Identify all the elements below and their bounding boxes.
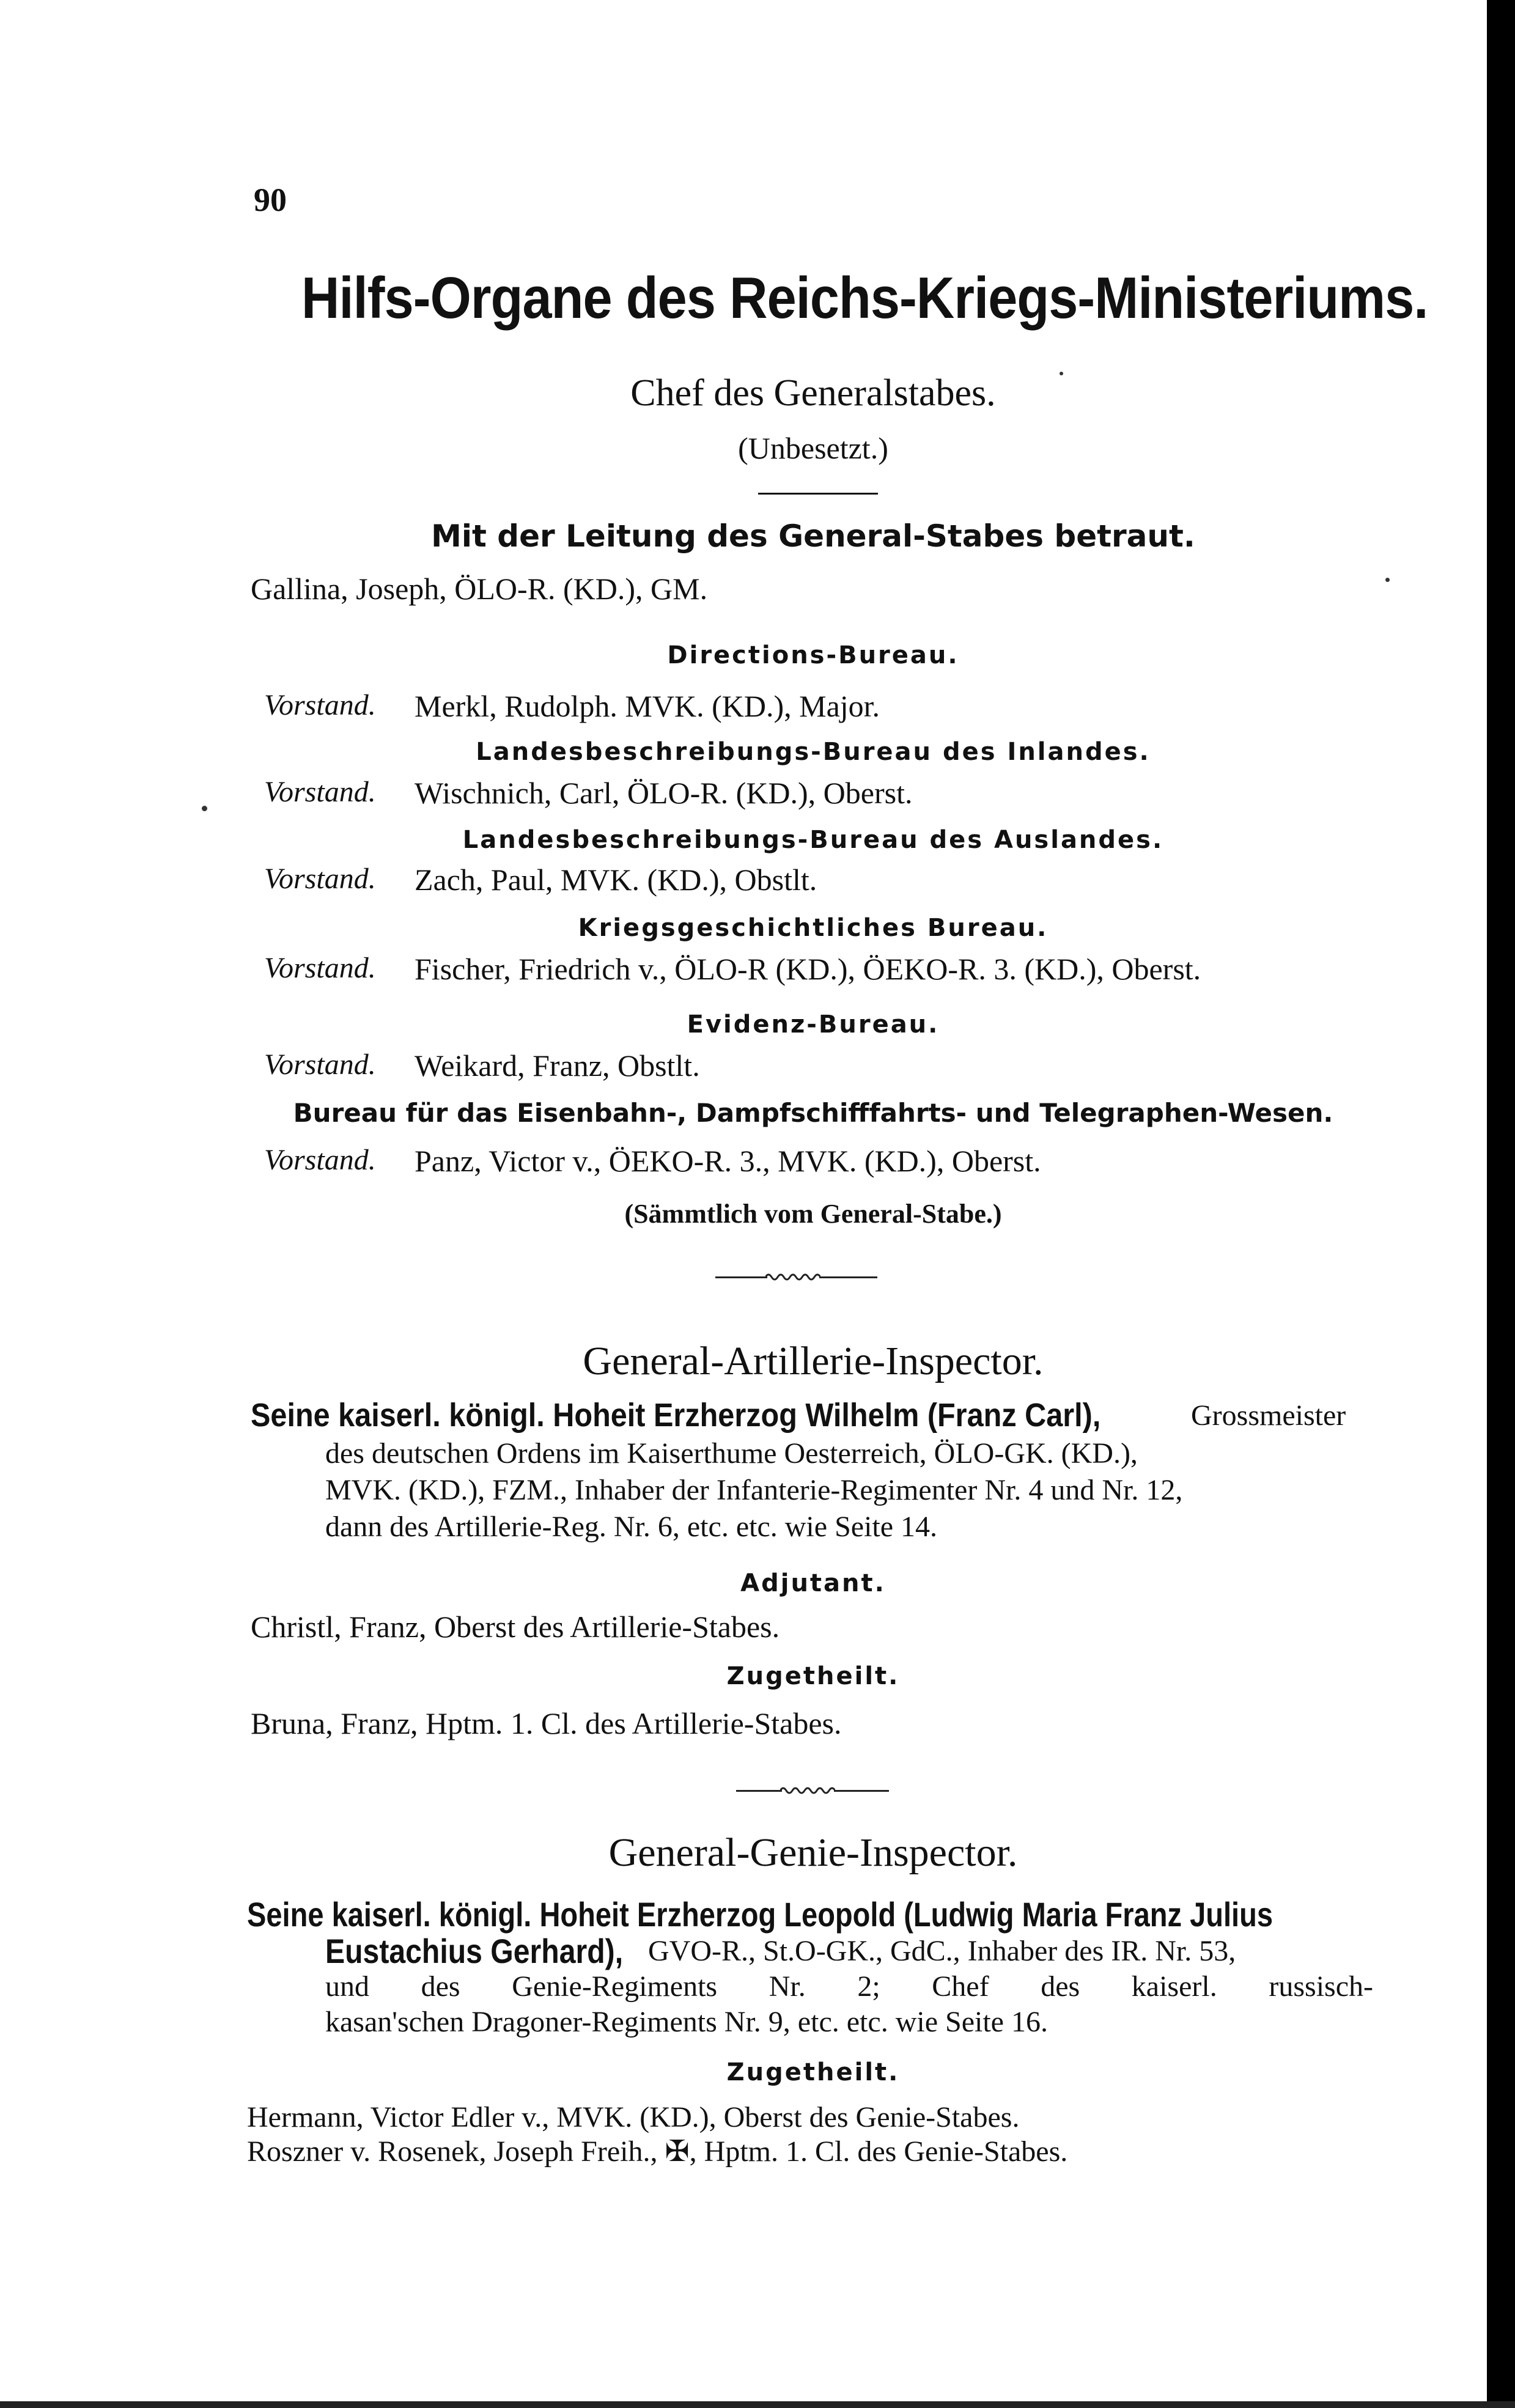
adjutant-heading: Adjutant. [740,1569,886,1597]
bureau-name: Landesbeschreibungs-Bureau des Inlandes. [476,738,1151,766]
artillery-inspector-line: MVK. (KD.), FZM., Inhaber der Infanterie-Regimenter Nr. 4 und Nr. 12, [325,1474,1183,1506]
genie-inspector-name: Seine kaiserl. königl. Hoheit Erzherzog Leopold (Ludwig Maria Franz Julius [247,1895,1274,1934]
bureau-name: Kriegsgeschichtliches Bureau. [578,914,1049,942]
artillery-inspector-name: Seine kaiserl. königl. Hoheit Erzherzog Wilhelm (Franz Carl), [251,1397,1101,1434]
page-number: 90 [254,182,287,218]
bureau-name: Directions-Bureau. [667,641,959,669]
vorstand-person: Panz, Victor v., ÖEKO-R. 3., MVK. (KD.), Oberst. [415,1144,1041,1178]
chief-heading: Chef des Generalstabes. [630,372,996,414]
attached-person: Bruna, Franz, Hptm. 1. Cl. des Artillerie-Stabes. [251,1706,842,1740]
vorstand-person: Wischnich, Carl, ÖLO-R. (KD.), Oberst. [415,776,913,810]
vorstand-label: Vorstand. [264,689,376,721]
leitung-heading: Mit der Leitung des General-Stabes betraut. [431,518,1195,554]
artillery-heading: General-Artillerie-Inspector. [583,1339,1044,1383]
speck [1060,372,1063,375]
artillery-inspector-line: dann des Artillerie-Reg. Nr. 6, etc. etc. wie Seite 14. [325,1511,938,1543]
vorstand-person: Zach, Paul, MVK. (KD.), Obstlt. [415,863,817,897]
vorstand-label: Vorstand. [264,776,376,808]
vorstand-person: Fischer, Friedrich v., ÖLO-R (KD.), ÖEKO-R. 3. (KD.), Oberst. [415,952,1201,986]
squiggle-ornament [780,1786,835,1795]
adjutant-person: Christl, Franz, Oberst des Artillerie-Stabes. [251,1610,780,1644]
vorstand-person: Weikard, Franz, Obstlt. [415,1048,700,1083]
staff-note: (Sämmtlich vom General-Stabe.) [624,1199,1002,1229]
genie-heading: General-Genie-Inspector. [608,1830,1018,1875]
vorstand-label: Vorstand. [264,1048,376,1081]
genie-inspector-line: und des Genie-Regiments Nr. 2; Chef des kaiserl. russisch- [325,1970,1373,2003]
attached-heading: Zugetheilt. [726,1662,900,1690]
speck [202,806,207,811]
vorstand-label: Vorstand. [264,863,376,895]
genie-inspector-line: kasan'schen Dragoner-Regiments Nr. 9, etc. etc. wie Seite 16. [325,2006,1048,2038]
page-bottom-edge [0,2401,1515,2408]
bureau-name: Bureau für das Eisenbahn-, Dampfschifffahrts- und Telegraphen-Wesen. [293,1098,1333,1128]
genie-inspector-line: GVO-R., St.O-GK., GdC., Inhaber des IR. Nr. 53, [648,1935,1236,1967]
divider [758,493,878,495]
page-title: Hilfs-Organe des Reichs-Kriegs-Ministeriums. [301,265,1428,331]
speck [1385,578,1390,582]
squiggle-ornament [765,1272,820,1282]
bureau-name: Landesbeschreibungs-Bureau des Auslandes. [462,826,1164,854]
artillery-inspector-line: des deutschen Ordens im Kaiserthume Oesterreich, ÖLO-GK. (KD.), [325,1437,1138,1470]
artillery-inspector-line: Grossmeister [1191,1399,1346,1432]
leitung-person: Gallina, Joseph, ÖLO-R. (KD.), GM. [251,572,708,606]
attached-person: Roszner v. Rosenek, Joseph Freih., ✠, Hptm. 1. Cl. des Genie-Stabes. [247,2135,1068,2168]
attached-heading: Zugetheilt. [726,2058,900,2086]
vorstand-person: Merkl, Rudolph. MVK. (KD.), Major. [415,689,880,723]
chief-status: (Unbesetzt.) [738,431,888,465]
vorstand-label: Vorstand. [264,952,376,984]
genie-inspector-name: Eustachius Gerhard), [325,1932,624,1970]
attached-person: Hermann, Victor Edler v., MVK. (KD.), Oberst des Genie-Stabes. [247,2101,1020,2134]
bureau-name: Evidenz-Bureau. [687,1011,940,1039]
page-edge-shadow [1487,0,1515,2408]
vorstand-label: Vorstand. [264,1144,376,1176]
